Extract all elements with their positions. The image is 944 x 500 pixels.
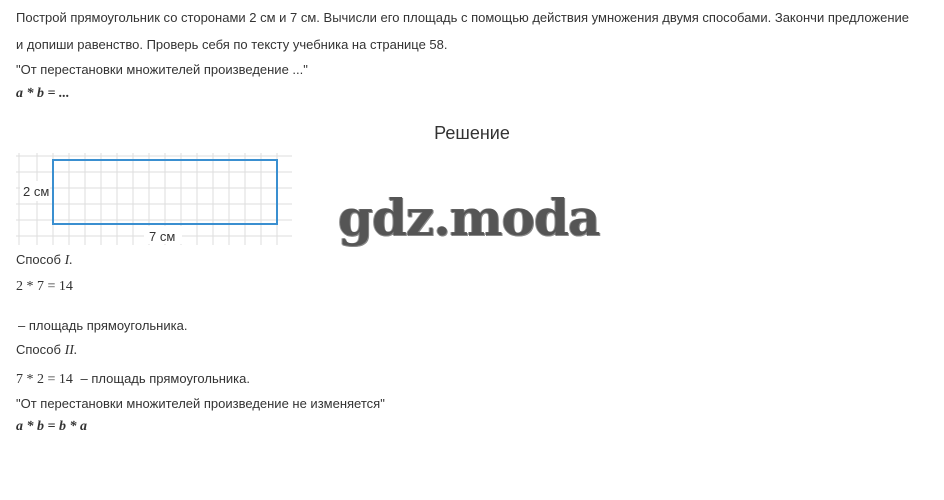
method-2-numeral: II. [64,343,78,358]
task-line-3: "От перестановки множителей произведение ..." [16,62,308,77]
task-line-1: Построй прямоугольник со сторонами 2 см и 7 см. Вычисли его площадь с помощью действия умножения двумя способами. Закончи предложение [16,10,910,25]
method-1-equation: 2 * 7 = 14 [16,279,73,294]
solution-title: Решение [434,123,510,143]
grid-drawing [16,153,292,245]
method-2-line [16,371,250,388]
method-2-heading [16,342,77,359]
watermark-logo: gdz.moda [338,188,600,247]
task-equation: a * b = ... [16,86,70,101]
method-2-label: Способ [16,342,61,357]
method-1-note: – площадь прямоугольника. [18,318,188,333]
final-equation: a * b = b * a [16,419,87,434]
conclusion-text: "От перестановки множителей произведение не изменяется" [16,396,385,411]
method-2-note: – площадь прямоугольника. [80,371,250,386]
method-1-numeral: I. [64,253,73,268]
task-line-2: и допиши равенство. Проверь себя по тексту учебника на странице 58. [16,37,448,52]
method-1-heading [16,252,73,269]
method-2-equation: 7 * 2 = 14 [16,372,73,387]
bottom-label: 7 см [149,229,176,244]
method-1-label: Способ [16,252,61,267]
side-label: 2 см [23,184,50,199]
rectangle-figure [16,153,292,248]
